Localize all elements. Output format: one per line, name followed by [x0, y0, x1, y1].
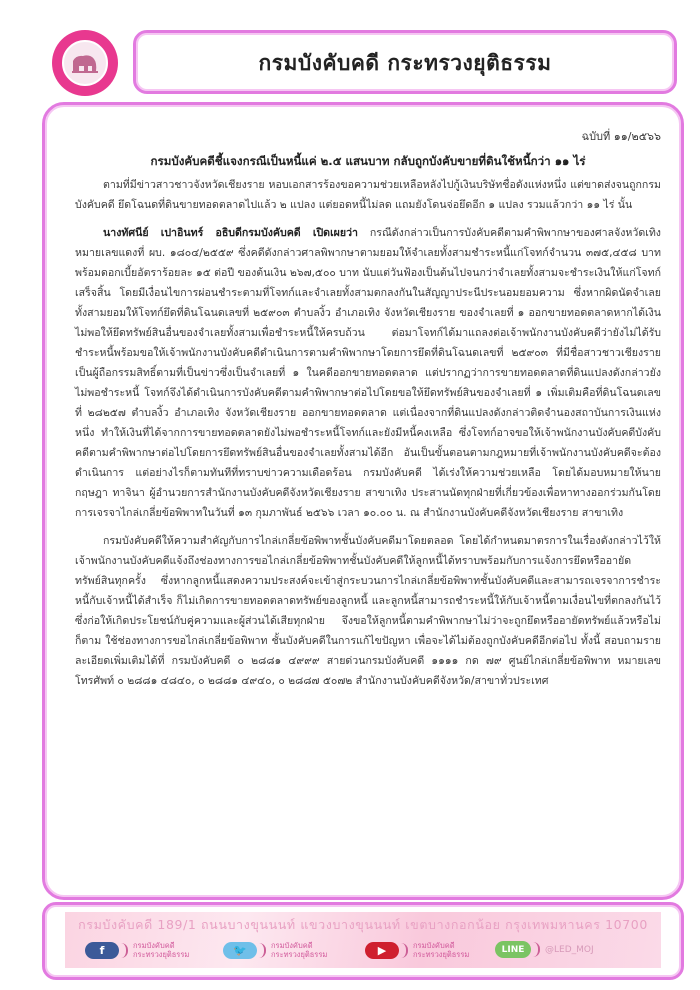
- youtube-link[interactable]: [365, 941, 469, 959]
- elephant-seal-icon: [62, 40, 108, 86]
- contact-banner: [65, 912, 661, 968]
- signal-arc: [259, 943, 266, 958]
- facebook-label: กรมบังคับคดี กระทรวงยุติธรรม: [133, 941, 190, 959]
- twitter-link[interactable]: [223, 941, 327, 959]
- signal-arc: [401, 943, 408, 958]
- document-headline: กรมบังคับคดีชี้แจงกรณีเป็นหนี้แค่ ๒.๕ แสนบาท กลับถูกบังคับขายที่ดินใช้หนี้กว่า ๑๑ ไร่: [150, 154, 586, 168]
- line-icon: LINE: [495, 941, 531, 958]
- paragraph-2: นางทัศนีย์ เปาอินทร์ อธิบดีกรมบังคับคดี เปิดเผยว่า กรณีดังกล่าวเป็นการบังคับคดีตามคำพิพากษาของศาลจังหวัดเทิง หมายเลขแดงที่ ผบ. ๑๘๐๔/๒๕๕๙ ซึ่งคดีดังกล่าวศาลพิพากษาตามยอมให้จำเลยทั้งสามชำระหนี้แก่โจทก์จำนวน ๓๗๕,๔๕๘ บาท พร้อมดอกเบี้ยอัตราร้อยละ ๑๕ ต่อปี ของต้นเงิน ๒๖๗,๕๐๐ บาท นับแต่วันฟ้องเป็นต้นไปจนกว่าจำเลยทั้งสามจะชำระเงินให้แก่โจทก์เสร็จสิ้น โดยมีเงื่อนไขการผ่อนชำระตามที่โจทก์และจำเลยทั้งสามตกลงกันในสัญญาประนีประนอมยอมความ ซึ่งหากผิดนัดจำเลยทั้งสามยอมให้โจทก์ยึดที่ดินโฉนดเลขที่ ๒๕๙๐๓ ตำบลงิ้ว อำเภอเทิง จังหวัดเชียงราย ของจำเลยที่ ๑ ออกขายทอดตลาดหากได้เงินไม่พอให้ยึดทรัพย์สินอื่นของจำเลยทั้งสามเพื่อชำระหนี้ให้ครบถ้วน ต่อมาโจทก์ได้มาแถลงต่อเจ้าพนักงานบังคับคดีว่ายังไม่ได้รับชำระหนี้พร้อมขอให้เจ้าพนักงานบังคับคดีดำเนินการตามคำพิพากษาโดยการยึดที่ดินโฉนดเลขที่ ๒๕๙๐๓ ที่มีชื่อสาวชาวเชียงรายเป็นผู้ถือกรรมสิทธิ์ตามที่เป็นข่าวซึ่งเป็นจำเลยที่ ๑ ในคดีออกขายทอดตลาด แต่ปรากฏว่าการขายทอดตลาดที่ดินแปลงดังกล่าวยังไม่พอชำระหนี้ โจทก์จึงได้ดำเนินการบังคับคดีตามคำพิพากษาต่อไปโดยขอให้ยึดทรัพย์สินของจำเลยที่ ๑ เพิ่มเติมคือที่ดินโฉนดเลขที่ ๒๘๒๕๗ ตำบลงิ้ว อำเภอเทิง จังหวัดเชียงราย ออกขายทอดตลาด แต่เนื่องจากที่ดินแปลงดังกล่าวติดจำนองสถาบันการเงินแห่งหนึ่ง ทำให้เงินที่ได้จากการขายทอดตลาดยังไม่พอชำระหนี้โจทก์และยังมีหนี้คงเหลือ ซึ่งโจทก์อาจขอให้เจ้าพนักงานบังคับคดีบังคับคดีตามคำพิพากษาต่อไปโดยการยึดทรัพย์สินอื่นของจำเลยทั้งสามได้อีก อันเป็นขั้นตอนตามกฎหมายที่เจ้าพนักงานบังคับคดีจะต้องดำเนินการ แต่อย่างไรก็ตามทันทีที่ทราบข่าวความเดือดร้อน กรมบังคับคดี ได้เร่งให้ความช่วยเหลือ โดยได้มอบหมายให้นายกฤษฎา ทาจินา ผู้อำนวยการสำนักงานบังคับคดีจังหวัดเชียงราย สาขาเทิง ประสานนัดทุกฝ่ายที่เกี่ยวข้องเพื่อหาทางออกร่วมกันโดยการเจรจาไกล่เกลี่ยข้อพิพาทในวันที่ ๑๓ กุมภาพันธ์ ๒๕๖๖ เวลา ๑๐.๐๐ น. ณ สำนักงานบังคับคดีจังหวัดเชียงราย สาขาเทิง: [75, 227, 661, 519]
- twitter-icon: 🐦: [223, 942, 257, 959]
- paragraph-1: ตามที่มีข่าวสาวชาวจังหวัดเชียงราย หอบเอกสารร้องขอความช่วยเหลือหลังไปกู้เงินบริษัทชื่อดังแห่งหนึ่ง แต่ขาดส่งจนถูกกรมบังคับคดี ยึดโฉนดที่ดินขายทอดตลาดไปแล้ว ๒ แปลง แต่ยอดหนี้ไม่ลด แถมยังโดนจ่อยึดอีก ๑ แปลง รวมแล้วกว่า ๑๑ ไร่ นั้น: [75, 179, 661, 211]
- footer-banner: [42, 902, 684, 980]
- paragraph-3: กรมบังคับคดีให้ความสำคัญกับการไกล่เกลี่ยข้อพิพาทชั้นบังคับคดีมาโดยตลอด โดยได้กำหนดมาตรการในเรื่องดังกล่าวไว้ให้เจ้าพนักงานบังคับคดีแจ้งถึงช่องทางการขอไกล่เกลี่ยข้อพิพาทชั้นบังคับคดีให้ลูกหนี้ได้ทราบพร้อมกับการแจ้งการยึดหรืออายัดทรัพย์สินทุกครั้ง ซึ่งหากลูกหนี้แสดงความประสงค์จะเข้าสู่กระบวนการไกล่เกลี่ยข้อพิพาทชั้นบังคับคดีและสามารถเจรจาการชำระหนี้กับเจ้าหนี้ได้สำเร็จ ก็ไม่เกิดการขายทอดตลาดทรัพย์ของลูกหนี้ และลูกหนี้สามารถชำระหนี้ให้กับเจ้าหนี้ตามเงื่อนไขที่ตกลงกันไว้ ซึ่งก่อให้เกิดประโยชน์กับคู่ความและผู้ส่วนได้เสียทุกฝ่าย จึงขอให้ลูกหนี้ตามคำพิพากษาไม่ว่าจะถูกยึดหรืออายัดทรัพย์แล้วหรือไม่ก็ตาม ใช้ช่องทางการขอไกล่เกลี่ยข้อพิพาท ชั้นบังคับคดีในการแก้ไขปัญหา เพื่อจะได้ไม่ต้องถูกบังคับคดีอีกต่อไป ทั้งนี้ สอบถามรายละเอียดเพิ่มเติมได้ที่ กรมบังคับคดี ๐ ๒๘๘๑ ๔๙๙๙ สายด่วนกรมบังคับคดี ๑๑๑๑ กด ๗๙ ศูนย์ไกล่เกลี่ยข้อพิพาท หมายเลขโทรศัพท์ ๐ ๒๘๘๑ ๔๘๔๐, ๐ ๒๘๘๑ ๔๙๔๐, ๐ ๒๘๘๗ ๕๐๗๒ สำนักงานบังคับคดีจังหวัด/สาขาทั่วประเทศ: [75, 535, 661, 687]
- twitter-label: กรมบังคับคดี กระทรวงยุติธรรม: [271, 941, 328, 959]
- speaker-name: นางทัศนีย์ เปาอินทร์ อธิบดีกรมบังคับคดี เปิดเผยว่า: [103, 227, 358, 239]
- press-release-box: [42, 102, 684, 900]
- line-link[interactable]: [495, 941, 594, 958]
- signal-arc: [121, 943, 128, 958]
- facebook-icon: f: [85, 942, 119, 959]
- press-release: [75, 127, 661, 699]
- youtube-icon: ▶: [365, 942, 399, 959]
- facebook-link[interactable]: [85, 941, 189, 959]
- signal-arc: [533, 942, 540, 957]
- youtube-label: กรมบังคับคดี กระทรวงยุติธรรม: [413, 941, 470, 959]
- line-handle: @LED_MOJ: [545, 944, 594, 955]
- header-banner: [133, 30, 677, 94]
- address: กรมบังคับคดี 189/1 ถนนบางขุนนนท์ แขวงบางขุนนนท์ เขตบางกอกน้อย กรุงเทพมหานคร 10700: [78, 917, 648, 932]
- document-number: ฉบับที่ ๑๑/๒๕๖๖: [581, 130, 661, 143]
- department-logo: [52, 30, 118, 96]
- page-title: กรมบังคับคดี กระทรวงยุติธรรม: [258, 50, 552, 75]
